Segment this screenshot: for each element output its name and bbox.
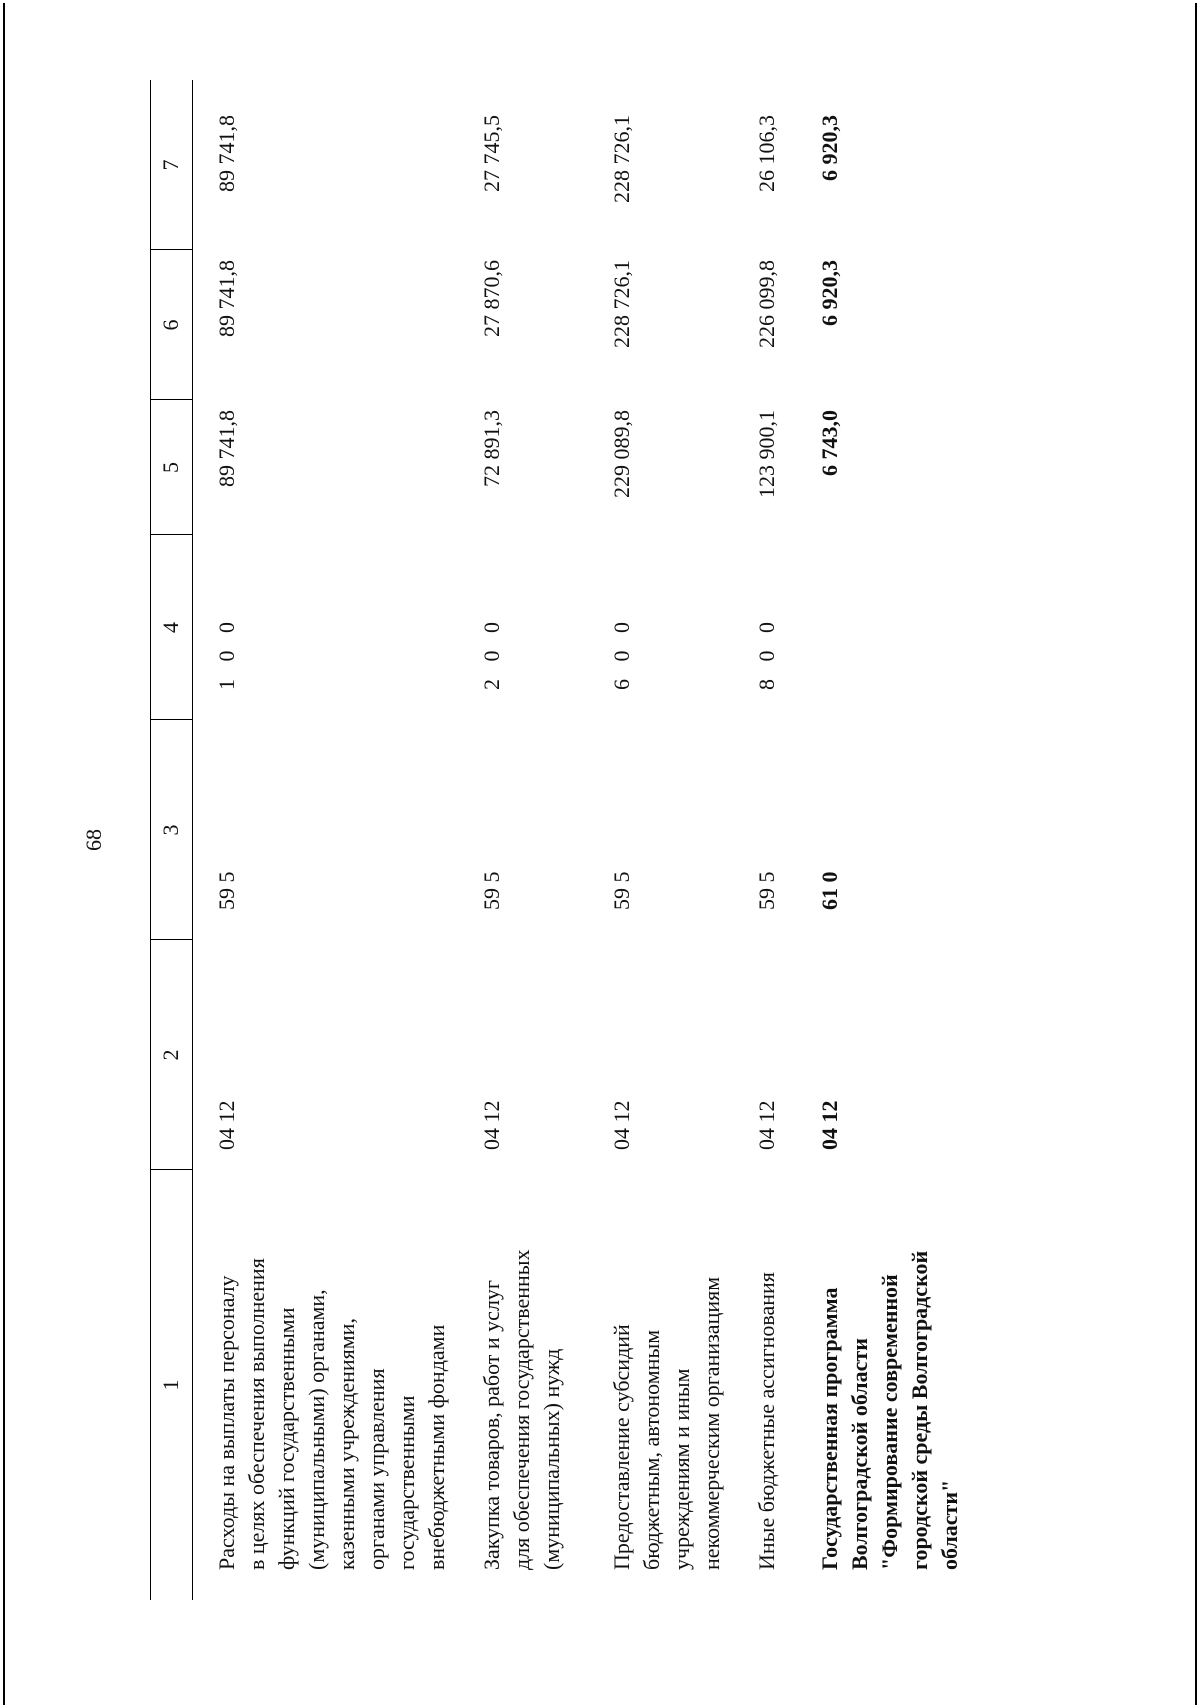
row-section-code: 04 12 [609, 1100, 634, 1150]
row-value-5: 72 891,3 [479, 410, 504, 487]
header-col-3: 3 [158, 824, 183, 836]
row-name [815, 1210, 965, 1570]
row-value-6: 228 726,1 [609, 260, 634, 348]
row-name-line: Волгоградской области [847, 1338, 872, 1570]
row-value-7: 27 745,5 [479, 115, 504, 192]
row-value-7: 26 106,3 [754, 115, 779, 192]
row-name-line: Расходы на выплаты персоналу [214, 1275, 239, 1570]
page-number: 68 [81, 829, 106, 851]
row-target-code: 59 5 [214, 871, 239, 910]
row-value-5: 6 743,0 [817, 410, 842, 476]
row-value-7: 89 741,8 [214, 115, 239, 192]
row-value-6: 226 099,8 [754, 260, 779, 348]
budget-table [150, 80, 1090, 1600]
row-kind-code: 8 0 0 [754, 616, 779, 690]
row-value-5: 123 900,1 [754, 410, 779, 498]
row-name-line: функций государственными [274, 1307, 299, 1570]
row-value-5: 229 089,8 [609, 410, 634, 498]
row-name-line: области" [937, 1479, 962, 1570]
row-name-line: органами управления [364, 1368, 389, 1570]
row-name-line: (муниципальных) нужд [539, 1348, 564, 1570]
header-col-2: 2 [158, 1049, 183, 1061]
header-bottom-rule [192, 80, 193, 1600]
row-name-line: городской среды Волгоградской [907, 1250, 932, 1570]
row-kind-code: 1 0 0 [214, 616, 239, 690]
row-name [607, 1210, 727, 1570]
row-name-line: Предоставление субсидий [609, 1324, 634, 1570]
row-target-code: 59 5 [479, 871, 504, 910]
header-col-4: 4 [158, 622, 183, 633]
row-section-code: 04 12 [479, 1100, 504, 1150]
row-name-line: Закупка товаров, работ и услуг [479, 1280, 504, 1570]
row-name-line: учреждениям и иным [669, 1368, 694, 1570]
row-value-7: 6 920,3 [817, 115, 842, 181]
row-kind-code: 2 0 0 [479, 616, 504, 690]
row-name [752, 1210, 782, 1570]
row-target-code: 61 0 [817, 871, 842, 910]
row-name-line: некоммерческим организациям [699, 1276, 724, 1570]
row-value-6: 6 920,3 [817, 260, 842, 326]
row-name-line: в целях обеспечения выполнения [244, 1258, 269, 1570]
row-name-line: казенными учреждениями, [334, 1318, 359, 1570]
row-name [477, 1210, 567, 1570]
row-value-5: 89 741,8 [214, 410, 239, 487]
row-value-6: 89 741,8 [214, 260, 239, 337]
row-name-line: государственными [394, 1395, 419, 1570]
row-name-line: Иные бюджетные ассигнования [754, 1272, 779, 1570]
header-col-5: 5 [158, 462, 183, 473]
row-section-code: 04 12 [214, 1100, 239, 1150]
header-col-1: 1 [158, 1379, 183, 1391]
row-target-code: 59 5 [609, 871, 634, 910]
row-kind-code: 6 0 0 [609, 616, 634, 690]
row-name-line: бюджетным, автономным [639, 1329, 664, 1570]
header-col-6: 6 [158, 319, 183, 331]
row-name-line: (муниципальными) органами, [304, 1289, 329, 1570]
row-name [212, 1210, 452, 1570]
row-value-7: 228 726,1 [609, 115, 634, 203]
row-name-line: Государственная программа [817, 1287, 842, 1570]
row-name-line: "Формирование современной [877, 1274, 902, 1570]
row-value-6: 27 870,6 [479, 260, 504, 337]
row-target-code: 59 5 [754, 871, 779, 910]
row-section-code: 04 12 [817, 1100, 842, 1150]
header-col-7: 7 [158, 159, 183, 171]
row-section-code: 04 12 [754, 1100, 779, 1150]
row-name-line: внебюджетными фондами [424, 1324, 449, 1570]
row-name-line: для обеспечения государственных [509, 1249, 534, 1570]
